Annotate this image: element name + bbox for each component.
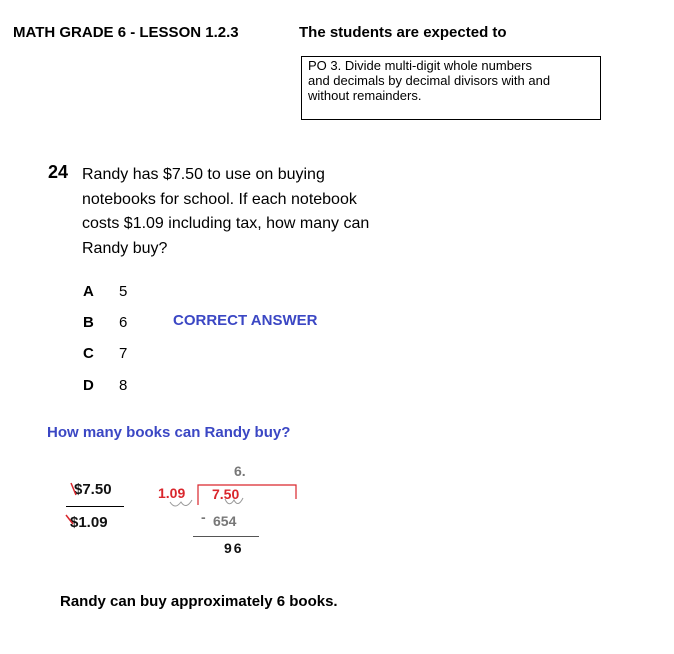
- decimal-move-marks: [62, 478, 82, 538]
- minus-sign: -: [201, 509, 206, 525]
- choice-letter-b: B: [83, 314, 94, 331]
- expectation-heading: The students are expected to: [299, 24, 507, 41]
- question-line-1: Randy has $7.50 to use on buying: [82, 166, 325, 183]
- strike-mark-top: [71, 483, 76, 495]
- product: 654: [213, 513, 237, 529]
- standard-line-3: without remainders.: [308, 88, 422, 103]
- standard-line-1: PO 3. Divide multi-digit whole numbers: [308, 58, 532, 73]
- decimal-shift-arc-left: [170, 500, 192, 506]
- divisor: 1.09: [158, 485, 186, 501]
- question-text: [82, 163, 422, 261]
- quotient: 6.: [234, 463, 246, 479]
- remainder: 96: [224, 540, 244, 556]
- question-line-2: notebooks for school. If each notebook: [82, 190, 357, 208]
- dividend: 7.50: [212, 486, 240, 502]
- choice-letter-d: D: [83, 377, 94, 394]
- subtraction-line: [193, 536, 259, 537]
- lesson-title: MATH GRADE 6 - LESSON 1.2.3: [13, 24, 239, 41]
- fraction-numerator: $7.50: [74, 481, 112, 498]
- choice-value-b: 6: [119, 314, 128, 331]
- fraction-denominator: $1.09: [70, 514, 108, 531]
- choice-letter-c: C: [83, 345, 94, 362]
- choice-letter-a: A: [83, 283, 94, 300]
- choice-value-d: 8: [119, 377, 128, 394]
- question-number: 24: [48, 162, 69, 182]
- choice-value-a: 5: [119, 283, 128, 300]
- bracket-line: [198, 485, 296, 505]
- decimal-shift-arc-right: [225, 498, 243, 504]
- question-line-4: Randy buy?: [82, 239, 168, 257]
- strike-mark-bottom: [66, 515, 73, 524]
- standard-box: [301, 56, 601, 120]
- correct-answer-label: CORRECT ANSWER: [173, 312, 318, 329]
- conclusion-text: Randy can buy approximately 6 books.: [60, 593, 338, 610]
- work-prompt: How many books can Randy buy?: [47, 424, 291, 441]
- standard-line-2: and decimals by decimal divisors with and: [308, 73, 551, 88]
- question-line-3: costs $1.09 including tax, how many can: [82, 215, 370, 232]
- choice-value-c: 7: [119, 345, 128, 362]
